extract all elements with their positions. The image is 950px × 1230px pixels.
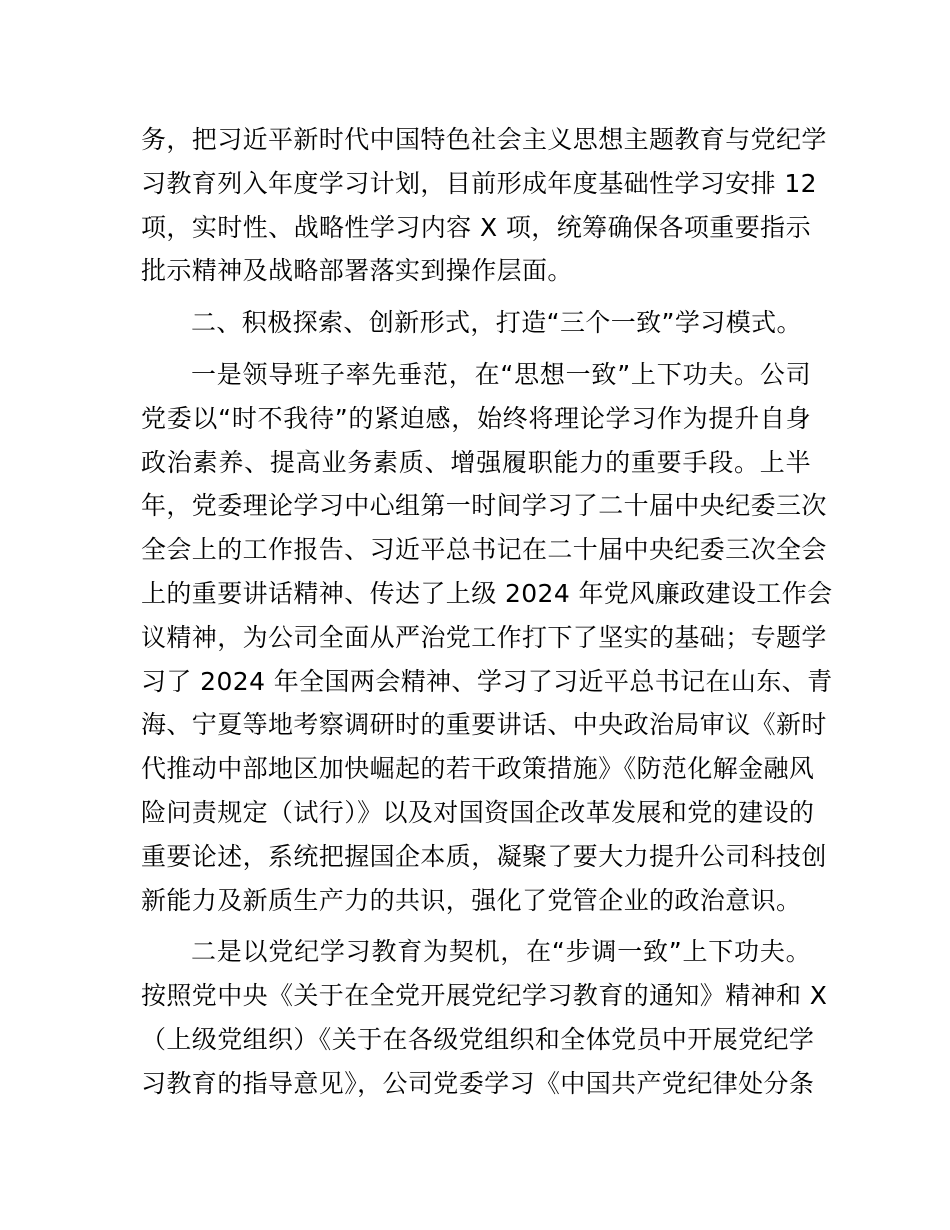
text-line: 年，党委理论学习中心组第一时间学习了二十届中央纪委三次 bbox=[141, 491, 827, 521]
text-line: 一是领导班子率先垂范，在“思想一致”上下功夫。公司 bbox=[191, 359, 811, 389]
text-line: 按照党中央《关于在全党开展党纪学习教育的通知》精神和 X bbox=[141, 981, 828, 1011]
paragraph-second-point bbox=[141, 930, 828, 1105]
text-line: 重要论述，系统把握国企本质，凝聚了要大力提升公司科技创 bbox=[141, 841, 827, 871]
text-line: 代推动中部地区加快崛起的若干政策措施》《防范化解金融风 bbox=[141, 754, 815, 784]
section-heading bbox=[141, 301, 811, 345]
document-body bbox=[141, 118, 833, 1106]
text-line: 新能力及新质生产力的共识，强化了党管企业的政治意识。 bbox=[141, 885, 802, 915]
paragraph-continued bbox=[141, 118, 827, 293]
text-line: 议精神，为公司全面从严治党工作打下了坚实的基础；专题学 bbox=[141, 622, 827, 652]
text-line: 全会上的工作报告、习近平总书记在二十届中央纪委三次全会 bbox=[141, 535, 827, 565]
text-line: 批示精神及战略部署落实到操作层面。 bbox=[141, 256, 573, 286]
text-line: 党委以“时不我待”的紧迫感，始终将理论学习作为提升自身 bbox=[141, 403, 811, 433]
text-line: 习教育的指导意见》，公司党委学习《中国共产党纪律处分条 bbox=[141, 1068, 815, 1098]
text-line: 务，把习近平新时代中国特色社会主义思想主题教育与党纪学 bbox=[141, 125, 827, 154]
text-line: 上的重要讲话精神、传达了上级 2024 年党风廉政建设工作会 bbox=[141, 578, 833, 608]
paragraph-first-point bbox=[141, 353, 833, 922]
text-line: 项，实时性、战略性学习内容 X 项，统筹确保各项重要指示 bbox=[141, 212, 811, 242]
text-line: 习教育列入年度学习计划，目前形成年度基础性学习安排 12 bbox=[141, 168, 817, 198]
text-line: 险问责规定（试行）》以及对国资国企改革发展和党的建设的 bbox=[141, 797, 815, 827]
heading-line: 二、积极探索、创新形式，打造“三个一致”学习模式。 bbox=[191, 308, 802, 338]
text-line: 二是以党纪学习教育为契机，在“步调一致”上下功夫。 bbox=[191, 937, 811, 967]
text-line: 习了 2024 年全国两会精神、学习了习近平总书记在山东、青 bbox=[141, 666, 833, 696]
text-line: 海、宁夏等地考察调研时的重要讲话、中央政治局审议《新时 bbox=[141, 710, 827, 740]
text-line: （上级党组织）《关于在各级党组织和全体党员中开展党纪学 bbox=[141, 1024, 815, 1054]
text-line: 政治素养、提高业务素质、增强履职能力的重要手段。上半 bbox=[141, 447, 811, 477]
